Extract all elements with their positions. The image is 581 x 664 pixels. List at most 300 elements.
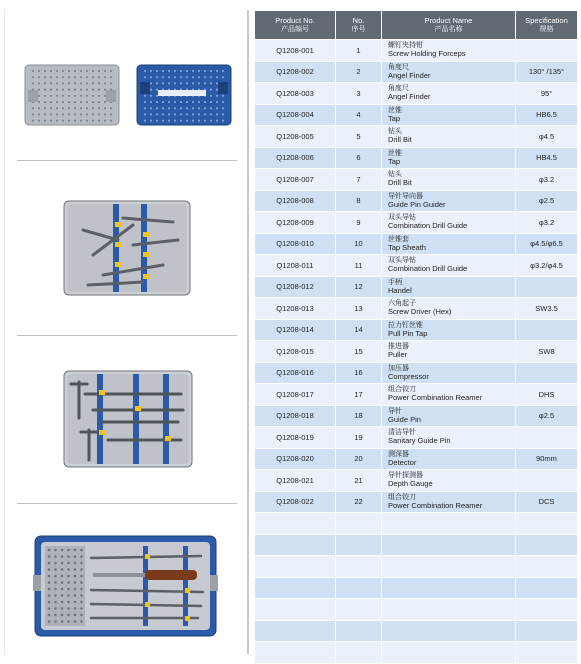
case-hole [44, 107, 46, 109]
case-hole [48, 620, 51, 623]
case-hole [32, 107, 34, 109]
case-hole [68, 70, 70, 72]
case-hole [168, 113, 170, 115]
case-hole [44, 82, 46, 84]
case-hole [68, 82, 70, 84]
product-name-cn: 丝锥 [388, 149, 402, 157]
case-hole [174, 70, 176, 72]
case-hole [61, 614, 64, 617]
table-row [255, 298, 578, 320]
empty-cell [382, 620, 516, 642]
case-hole [186, 70, 188, 72]
case-hole [104, 82, 106, 84]
case-hole [216, 76, 218, 78]
case-hole [54, 568, 57, 571]
product-name-cell [382, 448, 516, 470]
case-hole [68, 95, 70, 97]
case-hole [110, 120, 112, 122]
product-name-cell [382, 362, 516, 384]
product-code-cell: Q1208-006 [255, 147, 336, 169]
case-hole [156, 76, 158, 78]
product-code-cell: Q1208-007 [255, 169, 336, 191]
case-hole [92, 101, 94, 103]
case-hole [110, 113, 112, 115]
case-hole [56, 89, 58, 91]
case-hole [56, 76, 58, 78]
case-hole [216, 95, 218, 97]
product-code-cell: Q1208-008 [255, 190, 336, 212]
empty-table-row [255, 534, 578, 556]
header-label-en: Product Name [424, 16, 473, 25]
specification-cell: DHS [516, 384, 578, 406]
case-hole [74, 101, 76, 103]
case-hole [44, 120, 46, 122]
table-row [255, 470, 578, 492]
header-label-cn: 产品编号 [281, 26, 309, 33]
case-hole [192, 76, 194, 78]
case-hole [150, 76, 152, 78]
case-hole [168, 76, 170, 78]
specification-cell: DCS [516, 491, 578, 513]
case-hole [222, 101, 224, 103]
case-hole [204, 82, 206, 84]
case-hole [74, 562, 77, 565]
product-name-cn: 丝锥 [388, 106, 402, 114]
case-hole [68, 89, 70, 91]
product-name-cell [382, 319, 516, 341]
case-hole [216, 107, 218, 109]
product-code-cell: Q1208-010 [255, 233, 336, 255]
case-hole [67, 562, 70, 565]
seq-no-cell: 6 [336, 147, 382, 169]
case-hole [50, 101, 52, 103]
specification-cell: φ3.2 [516, 212, 578, 234]
case-hole [61, 594, 64, 597]
product-name-cn: 手柄 [388, 278, 402, 286]
case-hole [92, 107, 94, 109]
header-label-en: Specification [525, 16, 568, 25]
product-name-en: Angel Finder [388, 70, 431, 80]
table-row [255, 319, 578, 341]
case-hole [174, 76, 176, 78]
specification-cell: 130° /135° [516, 61, 578, 83]
table-row [255, 147, 578, 169]
case-hole [86, 101, 88, 103]
table-row [255, 190, 578, 212]
case-hole [74, 95, 76, 97]
case-hole [80, 82, 82, 84]
product-name-cell [382, 491, 516, 513]
case-hole [61, 549, 64, 552]
case-hole [54, 549, 57, 552]
product-name-cn: 角度尺 [388, 85, 409, 93]
case-hole [44, 113, 46, 115]
case-hole [86, 113, 88, 115]
product-name-cn: 组合铰刀 [388, 386, 416, 394]
empty-cell [336, 642, 382, 664]
product-code-cell: Q1208-015 [255, 341, 336, 363]
case-hole [74, 82, 76, 84]
case-hole [104, 101, 106, 103]
case-hole [98, 95, 100, 97]
product-name-cn: 导针导向器 [388, 192, 423, 200]
specification-cell: HB6.5 [516, 104, 578, 126]
seq-no-cell: 5 [336, 126, 382, 148]
table-row [255, 61, 578, 83]
case-hole [86, 89, 88, 91]
case-hole [198, 70, 200, 72]
case-hole [144, 70, 146, 72]
case-hole [54, 614, 57, 617]
case-hole [92, 113, 94, 115]
product-code-cell: Q1208-017 [255, 384, 336, 406]
case-hole [180, 113, 182, 115]
table-header-row [255, 11, 578, 40]
case-hole [74, 120, 76, 122]
empty-cell [382, 577, 516, 599]
specification-cell: φ3.2/φ4.5 [516, 255, 578, 277]
case-hole [80, 588, 83, 591]
case-hole [174, 113, 176, 115]
case-hole [54, 588, 57, 591]
case-hole [67, 575, 70, 578]
specification-cell: SW3.5 [516, 298, 578, 320]
case-hole [80, 581, 83, 584]
case-hole [48, 549, 51, 552]
product-code-cell: Q1208-001 [255, 40, 336, 62]
case-hole [186, 82, 188, 84]
case-hole [80, 107, 82, 109]
case-hole [74, 620, 77, 623]
empty-cell [255, 534, 336, 556]
case-hole [44, 95, 46, 97]
case-hole [48, 607, 51, 610]
case-hole [74, 594, 77, 597]
seq-no-cell: 22 [336, 491, 382, 513]
product-name-cell [382, 169, 516, 191]
case-hole [67, 568, 70, 571]
product-name-cell [382, 255, 516, 277]
product-name-en: Compressor [388, 371, 429, 381]
table-row [255, 169, 578, 191]
product-name-cell [382, 190, 516, 212]
case-hole [74, 107, 76, 109]
case-hole [67, 555, 70, 558]
table-row [255, 104, 578, 126]
product-name-en: Handel [388, 285, 412, 295]
case-hole [54, 555, 57, 558]
product-name-en: Tap [388, 156, 401, 166]
case-hole [56, 70, 58, 72]
case-hole [74, 70, 76, 72]
closed-cases-photo [23, 62, 233, 132]
case-hole [216, 70, 218, 72]
case-hole [61, 588, 64, 591]
case-hole [61, 568, 64, 571]
case-hole [32, 76, 34, 78]
case-hole [150, 95, 152, 97]
product-name-cn: 双头导钻 [388, 257, 416, 265]
case-hole [198, 113, 200, 115]
product-code-cell: Q1208-011 [255, 255, 336, 277]
product-code-cell: Q1208-022 [255, 491, 336, 513]
case-hole [174, 120, 176, 122]
case-hole [62, 113, 64, 115]
header-label-cn: 产品名称 [434, 26, 463, 33]
empty-cell [382, 599, 516, 621]
case-hole [80, 113, 82, 115]
case-hole [50, 70, 52, 72]
product-code-cell: Q1208-014 [255, 319, 336, 341]
case-hole [86, 107, 88, 109]
empty-cell [336, 599, 382, 621]
case-hole [198, 76, 200, 78]
case-hole [86, 76, 88, 78]
case-hole [192, 120, 194, 122]
case-hole [180, 76, 182, 78]
case-hole [38, 113, 40, 115]
specification-cell: 95° [516, 83, 578, 105]
case-hole [174, 82, 176, 84]
product-code-cell: Q1208-018 [255, 405, 336, 427]
case-hole [156, 82, 158, 84]
product-name-en: Combination Drill Guide [388, 221, 468, 231]
case-hole [67, 594, 70, 597]
case-hole [210, 107, 212, 109]
empty-cell [516, 599, 578, 621]
case-hole [44, 101, 46, 103]
case-hole [86, 95, 88, 97]
specification-cell [516, 276, 578, 298]
header-label-en: Product No. [275, 16, 315, 25]
case-hole [144, 95, 146, 97]
specification-cell: 90mm [516, 448, 578, 470]
case-hole [56, 107, 58, 109]
case-hole [162, 76, 164, 78]
case-hole [38, 101, 40, 103]
empty-table-row [255, 642, 578, 664]
case-hole [204, 113, 206, 115]
product-name-header [382, 11, 516, 40]
case-hole [74, 607, 77, 610]
case-hole [150, 113, 152, 115]
table-row [255, 405, 578, 427]
table-row [255, 491, 578, 513]
case-hole [74, 568, 77, 571]
seq-no-cell: 18 [336, 405, 382, 427]
product-code-cell: Q1208-019 [255, 427, 336, 449]
product-name-cn: 导针探测器 [388, 472, 423, 480]
product-name-cn: 钻头 [388, 171, 402, 179]
case-hole [186, 113, 188, 115]
case-hole [110, 70, 112, 72]
empty-cell [336, 534, 382, 556]
product-name-en: Sanitary Guide Pin [388, 436, 451, 446]
product-name-cell [382, 212, 516, 234]
case-hole [104, 107, 106, 109]
case-hole [50, 76, 52, 78]
case-hole [74, 588, 77, 591]
product-name-en: Pull Pin Tap [388, 328, 428, 338]
case-hole [62, 101, 64, 103]
product-name-cn: 导针 [388, 407, 402, 415]
product-name-cn: 测深器 [388, 450, 409, 458]
seq-no-cell: 15 [336, 341, 382, 363]
case-hole [74, 581, 77, 584]
case-hole [80, 555, 83, 558]
product-code-cell: Q1208-013 [255, 298, 336, 320]
specification-cell: SW8 [516, 341, 578, 363]
seq-no-cell: 10 [336, 233, 382, 255]
case-hole [50, 89, 52, 91]
product-name-cell [382, 276, 516, 298]
product-name-cell [382, 233, 516, 255]
empty-table-row [255, 620, 578, 642]
case-hole [210, 95, 212, 97]
case-hole [216, 113, 218, 115]
product-name-en: Guide Pin [388, 414, 421, 424]
photo-divider [17, 160, 237, 161]
case-hole [98, 107, 100, 109]
case-hole [44, 89, 46, 91]
case-hole [80, 620, 83, 623]
product-name-cn: 螺钉夹持钳 [388, 42, 423, 50]
product-name-cell [382, 405, 516, 427]
case-hole [104, 76, 106, 78]
seq-no-cell: 14 [336, 319, 382, 341]
case-hole [156, 113, 158, 115]
empty-cell [516, 577, 578, 599]
case-hole [168, 120, 170, 122]
case-hole [48, 562, 51, 565]
case-hole [54, 581, 57, 584]
product-code-cell: Q1208-004 [255, 104, 336, 126]
case-hole [222, 113, 224, 115]
case-hole [92, 95, 94, 97]
case-hole [80, 76, 82, 78]
case-hole [210, 70, 212, 72]
case-hole [80, 575, 83, 578]
case-hole [80, 89, 82, 91]
specification-cell: φ2.5 [516, 190, 578, 212]
empty-table-row [255, 513, 578, 535]
case-hole [68, 107, 70, 109]
case-hole [168, 107, 170, 109]
case-hole [198, 107, 200, 109]
table-row [255, 255, 578, 277]
case-hole [56, 82, 58, 84]
case-hole [61, 601, 64, 604]
table-row [255, 233, 578, 255]
product-name-cn: 清洁导针 [388, 429, 416, 437]
case-hole [50, 82, 52, 84]
product-code-cell: Q1208-012 [255, 276, 336, 298]
case-hole [68, 76, 70, 78]
case-hole [61, 575, 64, 578]
specification-header [516, 11, 578, 40]
seq-no-cell: 12 [336, 276, 382, 298]
empty-cell [382, 556, 516, 578]
case-hole [44, 76, 46, 78]
case-hole [86, 82, 88, 84]
case-hole [144, 76, 146, 78]
product-name-cn: 拉力钉丝锥 [388, 321, 423, 329]
case-hole [192, 113, 194, 115]
specification-cell [516, 362, 578, 384]
case-hole [110, 76, 112, 78]
case-hole [50, 95, 52, 97]
product-name-en: Tap Sheath [388, 242, 426, 252]
case-hole [144, 113, 146, 115]
seq-no-cell: 21 [336, 470, 382, 492]
product-name-en: Guide Pin Guider [388, 199, 446, 209]
case-hole [210, 101, 212, 103]
case-hole [150, 82, 152, 84]
case-hole [48, 581, 51, 584]
case-hole [38, 76, 40, 78]
case-hole [67, 614, 70, 617]
case-hole [32, 113, 34, 115]
case-hole [80, 120, 82, 122]
case-hole [162, 101, 164, 103]
product-name-en: Depth Gauge [388, 479, 433, 489]
instrument-tray-photo-1 [63, 200, 191, 296]
product-name-en: Puller [388, 350, 408, 360]
specification-cell: HB4.5 [516, 147, 578, 169]
product-name-cn: 丝锥套 [388, 235, 409, 243]
case-hole [68, 113, 70, 115]
case-hole [92, 120, 94, 122]
empty-cell [516, 534, 578, 556]
case-hole [67, 620, 70, 623]
table-row [255, 40, 578, 62]
seq-no-cell: 16 [336, 362, 382, 384]
product-name-cell [382, 298, 516, 320]
case-hole [180, 70, 182, 72]
case-hole [92, 76, 94, 78]
case-hole [74, 113, 76, 115]
case-hole [222, 70, 224, 72]
table-row [255, 427, 578, 449]
case-hole [192, 70, 194, 72]
case-hole [61, 607, 64, 610]
case-hole [104, 95, 106, 97]
case-hole [162, 82, 164, 84]
product-code-cell: Q1208-003 [255, 83, 336, 105]
table-row [255, 212, 578, 234]
case-hole [74, 89, 76, 91]
case-hole [198, 120, 200, 122]
empty-cell [336, 513, 382, 535]
case-hole [168, 70, 170, 72]
seq-no-cell: 9 [336, 212, 382, 234]
case-hole [92, 70, 94, 72]
seq-no-cell: 20 [336, 448, 382, 470]
case-hole [62, 120, 64, 122]
case-hole [204, 76, 206, 78]
product-name-en: Drill Bit [388, 178, 412, 188]
empty-cell [255, 577, 336, 599]
case-hole [162, 120, 164, 122]
seq-no-cell: 1 [336, 40, 382, 62]
case-hole [48, 575, 51, 578]
case-hole [210, 82, 212, 84]
empty-cell [336, 556, 382, 578]
seq-no-cell: 19 [336, 427, 382, 449]
product-code-cell: Q1208-009 [255, 212, 336, 234]
specification-cell: φ3.2 [516, 169, 578, 191]
product-name-cn: 双头导钻 [388, 214, 416, 222]
